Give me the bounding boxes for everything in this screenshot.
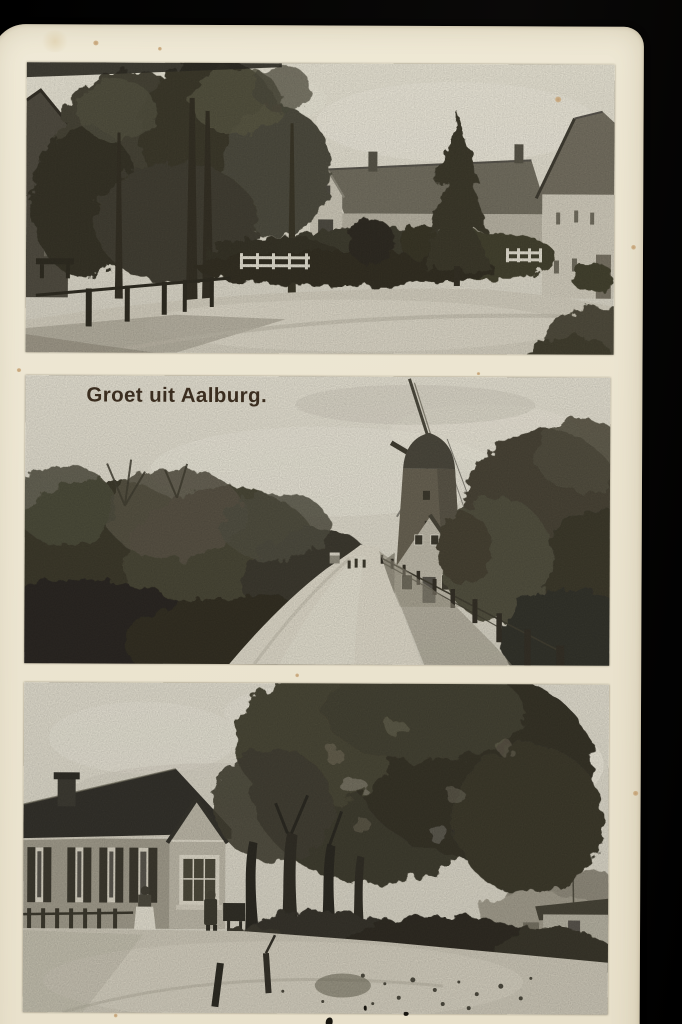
ink-speck bbox=[326, 1017, 333, 1024]
rust-stain bbox=[114, 1014, 118, 1018]
rust-stain bbox=[93, 40, 99, 45]
photo-farmhouse bbox=[23, 682, 609, 1015]
photo-village-street bbox=[26, 62, 615, 355]
rust-stain bbox=[295, 673, 299, 677]
rust-stain bbox=[16, 368, 21, 372]
windmill-road-scene bbox=[24, 375, 610, 666]
postcard bbox=[0, 24, 644, 1024]
farmhouse-scene bbox=[23, 682, 609, 1015]
rust-stain bbox=[631, 245, 636, 250]
film-grain bbox=[26, 62, 615, 355]
rust-stain bbox=[158, 47, 162, 51]
paper-smudge bbox=[40, 30, 70, 52]
caption: Groet uit Aalburg. bbox=[86, 383, 268, 408]
rust-stain bbox=[476, 372, 480, 375]
film-grain bbox=[23, 682, 609, 1015]
film-grain bbox=[24, 375, 610, 666]
village-street-scene bbox=[26, 62, 615, 355]
rust-stain bbox=[633, 791, 639, 796]
photo-windmill-road bbox=[24, 375, 610, 666]
